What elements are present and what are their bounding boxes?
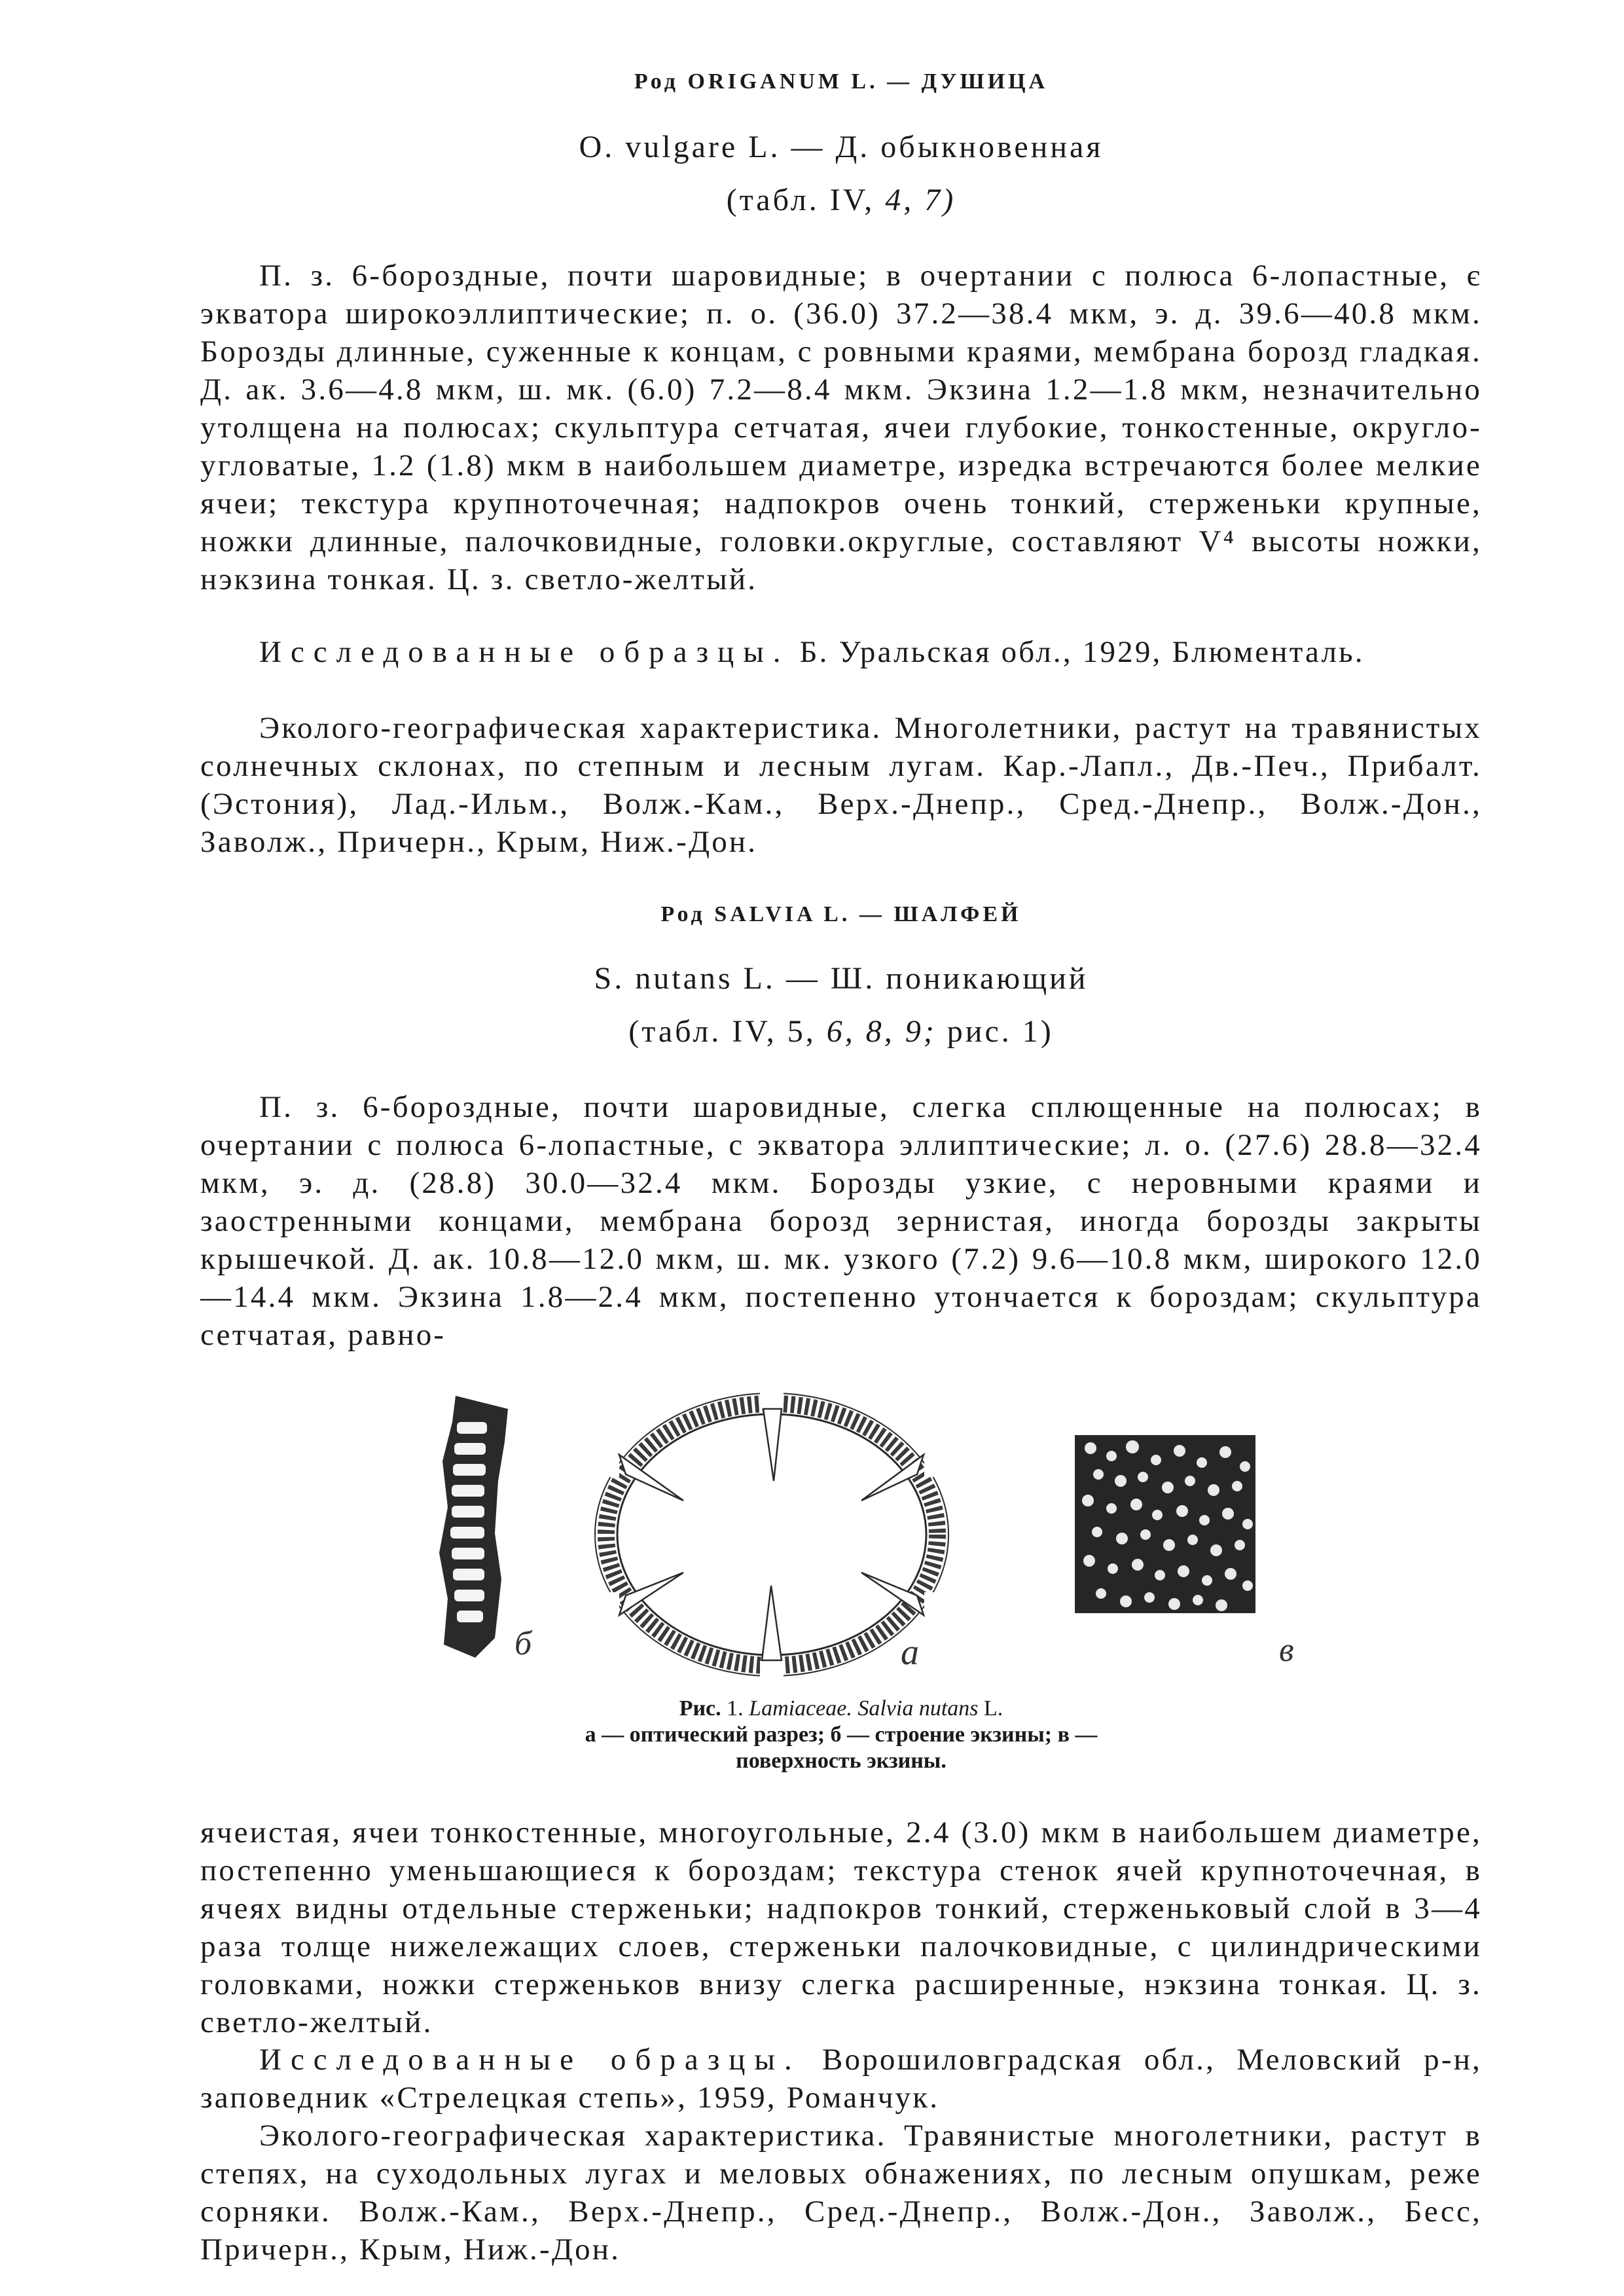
samples-origanum (200, 633, 1482, 671)
caption-family: Lamiaceae. (749, 1696, 852, 1721)
label-b: б (514, 1625, 532, 1662)
label-v: в (1279, 1631, 1294, 1669)
description-origanum (200, 257, 1482, 598)
description-salvia-part2 (200, 1813, 1482, 2041)
paragraph-pollen-description-continued: ячеистая, ячеи тонкостенные, многоугольные, 2.4 (3.0) мкм в наибольшем диаметре, постепенно уменьшающиеся к бороздам; текстура стенок ячей крупноточечная, в ячеях видны отдельные стерженьки; надпокров тонкий, стерженьковый слой в 3—4 раза толще нижележащих слоев, стерженьки палочковидные, с цилиндрическими головками, ножки стерженьков внизу слегка расширенные, нэкзина тонкая. Ц. з. светло-желтый. (200, 1815, 1482, 2039)
caption-number: 1. (727, 1696, 744, 1721)
samples-salvia (200, 2041, 1482, 2117)
plate-ref-italic: 6, 8, 9; (826, 1014, 937, 1049)
samples-text: Ворошиловградская обл., Меловский р-н, заповедник «Стрелецкая степь», 1959, Романчук. (200, 2043, 1483, 2115)
figure-salvia-pollen (200, 1383, 1482, 1677)
plate-reference-origanum (200, 182, 1482, 218)
caption-line2: а — оптический разрез; б — строение экзины; в — поверхность экзины. (585, 1722, 1098, 1773)
figure-caption (200, 1696, 1482, 1774)
ecology-origanum (200, 709, 1482, 861)
species-title-origanum-vulgare: O. vulgare L. — Д. обыкновенная (579, 130, 1104, 164)
paragraph-ecology: Эколого-географическая характеристика. Травянистые многолетники, растут в степях, на суходольных лугах и меловых обнажениях, по лесным опушкам, реже сорняки. Волж.-Кам., Верх.-Днепр., Сред.-Днепр., Волж.-Дон., Заволж., Бесс, Причерн., Крым, Ниж.-Дон. (200, 2119, 1482, 2267)
paragraph-pollen-description: П. з. 6-бороздные, почти шаровидные; в очертании с полюса 6-лопастные, є экватора широкоэллиптические; п. о. (36.0) 37.2—38.4 мкм, э. д. 39.6—40.8 мкм. Борозды длинные, суженные к концам, с ровными краями, мембрана борозд гладкая. Д. ак. 3.6—4.8 мкм, ш. мк. (6.0) 7.2—8.4 мкм. Экзина 1.2—1.8 мкм, незначительно утолщена на полюсах; скульптура сетчатая, ячеи глубокие, тонкостенные, округло-угловатые, 1.2 (1.8) мкм в наибольшем диаметре, изредка встречаются более мелкие ячеи; текстура крупноточечная; надпокров очень тонкий, стерженьки крупные, ножки длинные, палочковидные, головки.округлые, составляют V⁴ высоты ножки, нэкзина тонкая. Ц. з. светло-желтый. (200, 259, 1482, 596)
pollen-illustration (200, 1383, 1482, 1677)
plate-ref-prefix: (табл. IV, (726, 183, 886, 217)
caption-line1 (200, 1696, 1482, 1722)
samples-label: Исследованные образцы. (259, 2043, 801, 2077)
plate-ref-prefix: (табл. IV, 5, (628, 1014, 827, 1049)
caption-species: Salvia nutans (857, 1696, 979, 1721)
paragraph-pollen-description: П. з. 6-бороздные, почти шаровидные, слегка сплющенные на полюсах; в очертании с полюса 6-лопастные, с экватора эллиптические; л. о. (27.6) 28.8—32.4 мкм, э. д. (28.8) 30.0—32.4 мкм. Борозды узкие, с неровными краями и заостренными концами, мембрана борозд зернистая, иногда борозды закрыты крышечкой. Д. ак. 10.8—12.0 мкм, ш. мк. узкого (7.2) 9.6—10.8 мкм, широкого 12.0—14.4 мкм. Экзина 1.8—2.4 мкм, постепенно утончается к бороздам; скульптура сетчатая, равно- (200, 1090, 1482, 1352)
exine-structure-drawing (439, 1396, 508, 1658)
samples-label: Исследованные образцы. (259, 635, 790, 669)
genus-heading-origanum: Род ORIGANUM L. — ДУШИЦА (634, 69, 1049, 94)
ecology-salvia (200, 2117, 1482, 2269)
exine-surface-drawing (1075, 1435, 1255, 1613)
optical-section-drawing (593, 1389, 950, 1677)
plate-ref-suffix: рис. 1) (936, 1014, 1054, 1049)
plate-reference-salvia (200, 1013, 1482, 1049)
description-salvia-part1 (200, 1088, 1482, 1354)
samples-text: Б. Уральская обл., 1929, Блюменталь. (799, 635, 1365, 669)
paragraph-ecology: Эколого-географическая характеристика. Многолетники, растут на травянистых солнечных склонах, по степным и лесным лугам. Кар.-Лапл., Дв.-Печ., Прибалт. (Эстония), Лад.-Ильм., Волж.-Кам., Верх.-Днепр., Сред.-Днепр., Волж.-Дон., Заволж., Причерн., Крым, Ниж.-Дон. (200, 711, 1482, 859)
genus-heading-salvia: Род SALVIA L. — ШАЛФЕЙ (660, 902, 1022, 926)
plate-ref-italic: 4, 7) (885, 183, 956, 217)
caption-prefix: Рис. (679, 1696, 721, 1721)
label-a: а (901, 1632, 919, 1673)
caption-author: L. (984, 1696, 1003, 1721)
species-title-salvia-nutans: S. nutans L. — Ш. поникающий (594, 961, 1089, 996)
